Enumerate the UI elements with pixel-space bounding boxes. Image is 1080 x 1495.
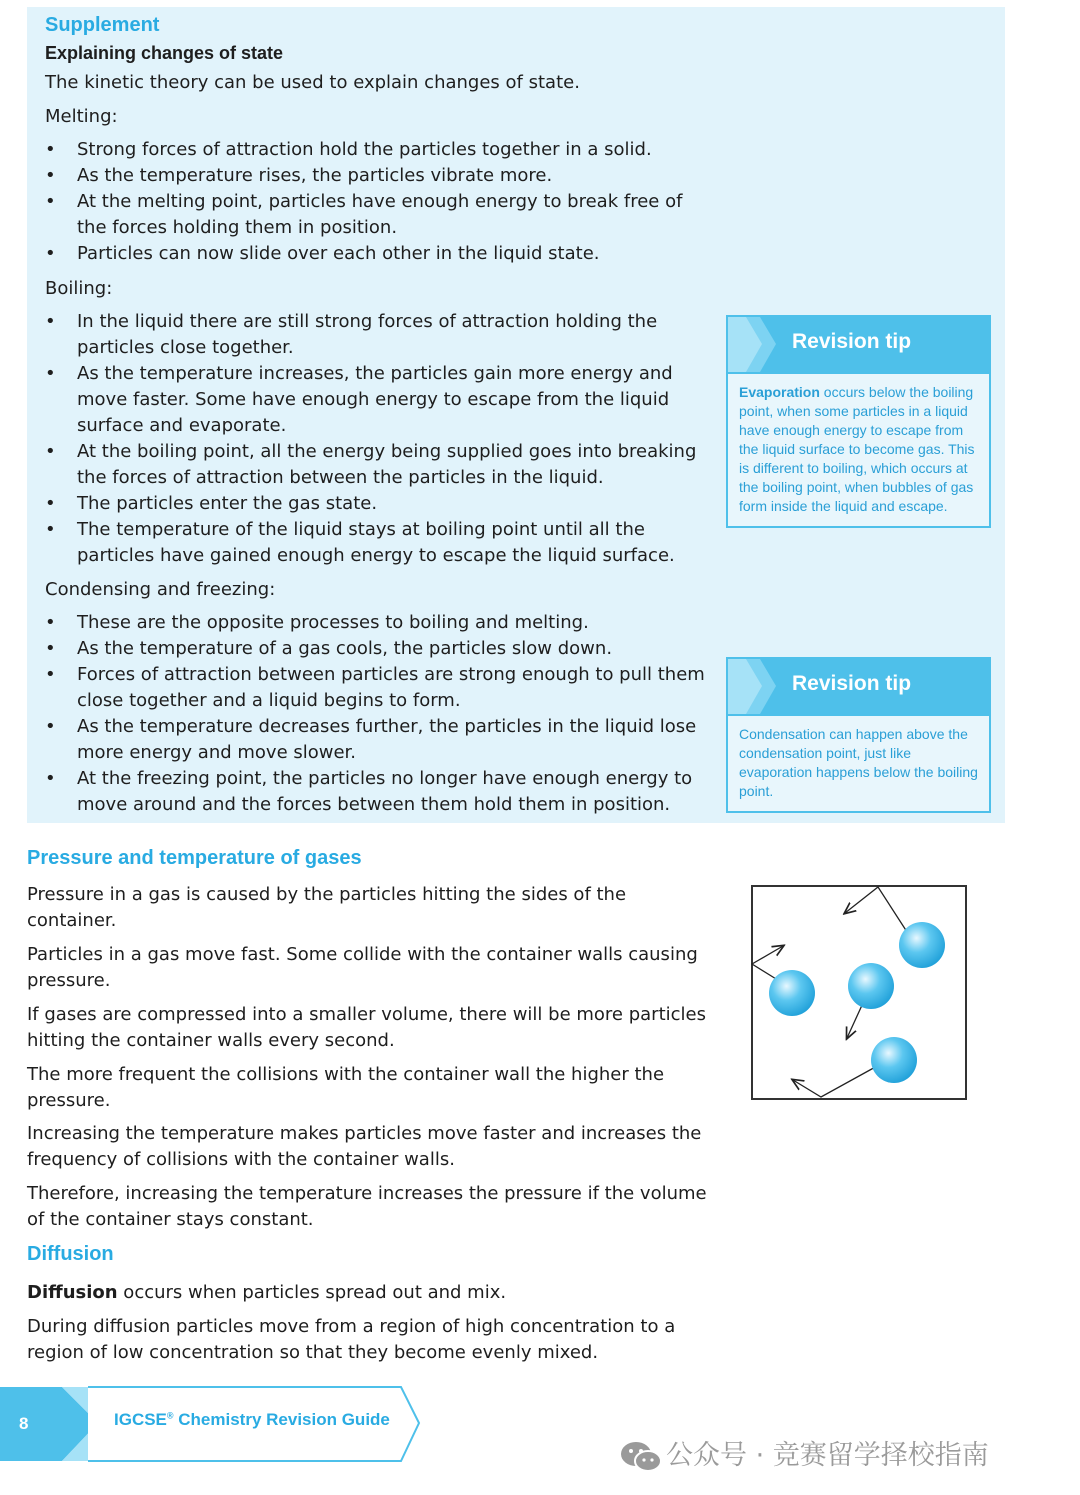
list-item: • At the boiling point, all the energy being supplied goes into breaking the forces of attraction between the particles in the liquid. xyxy=(45,439,710,491)
list-item: • Particles can now slide over each other in the liquid state. xyxy=(45,241,700,267)
revision-tip-evaporation xyxy=(726,315,991,528)
diffusion-paragraph: During diffusion particles move from a region of high concentration to a region of low concentration so that they become evenly mixed. xyxy=(27,1316,676,1363)
list-item: • As the temperature rises, the particles vibrate more. xyxy=(45,163,700,189)
gas-particles-diagram xyxy=(751,885,969,1103)
page-number: 8 xyxy=(19,1414,29,1433)
list-item: • The temperature of the liquid stays at boiling point until all the particles have gained enough energy to escape the liquid surface. xyxy=(45,517,710,569)
supplement-label: Supplement xyxy=(45,14,160,36)
gas-particle xyxy=(871,1037,917,1083)
revision-tip-condensation xyxy=(726,657,991,813)
list-item: • At the freezing point, the particles no longer have enough energy to move around and the forces between them hold them in position. xyxy=(45,766,710,818)
watermark xyxy=(620,1433,989,1474)
list-item: • Forces of attraction between particles are strong enough to pull them close together and a liquid begins to form. xyxy=(45,662,710,714)
melting-list xyxy=(45,137,700,267)
list-item: • The particles enter the gas state. xyxy=(45,491,710,517)
melting-label: Melting: xyxy=(45,106,118,127)
revision-tip-text: Condensation can happen above the condensation point, just like evaporation happens below the boiling point. xyxy=(739,726,978,799)
condensing-list xyxy=(45,610,710,818)
watermark-text: 公众号 · 竞赛留学择校指南 xyxy=(666,1440,989,1471)
registered-mark: ® xyxy=(166,1410,174,1421)
pressure-paragraph: If gases are compressed into a smaller volume, there will be more particles hitting the container walls every second. xyxy=(27,1004,706,1051)
revision-tip-text xyxy=(728,374,989,526)
gas-particle xyxy=(899,922,945,968)
chevron-icon xyxy=(728,659,788,714)
list-item: • Strong forces of attraction hold the particles together in a solid. xyxy=(45,137,700,163)
boiling-list xyxy=(45,309,710,569)
footer-title-main: IGCSE xyxy=(114,1410,167,1429)
revision-tip-header xyxy=(728,659,989,716)
boiling-label: Boiling: xyxy=(45,278,113,299)
footer-title xyxy=(114,1410,390,1430)
tip-text: occurs below the boiling point, when some particles in a liquid have enough energy to escape from the liquid surface to become gas. This is different to boiling, which occurs at the boiling point, when bubbles of gas form inside the liquid and escape. xyxy=(739,384,975,514)
pressure-paragraph: Therefore, increasing the temperature increases the pressure if the volume of the container stays constant. xyxy=(27,1183,707,1230)
list-item: • As the temperature of a gas cools, the particles slow down. xyxy=(45,636,710,662)
list-item: • In the liquid there are still strong forces of attraction holding the particles close together. xyxy=(45,309,710,361)
chevron-icon xyxy=(728,317,788,372)
pressure-heading: Pressure and temperature of gases xyxy=(27,847,362,869)
supplement-intro: The kinetic theory can be used to explain changes of state. xyxy=(45,72,580,93)
pressure-paragraph: Increasing the temperature makes particles move faster and increases the frequency of collisions with the container walls. xyxy=(27,1123,702,1170)
pressure-paragraph: Pressure in a gas is caused by the particles hitting the sides of the container. xyxy=(27,884,627,931)
list-item: • At the melting point, particles have enough energy to break free of the forces holding them in position. xyxy=(45,189,700,241)
footer-title-rest: Chemistry Revision Guide xyxy=(173,1410,390,1429)
list-item: • As the temperature decreases further, the particles in the liquid lose more energy and move slower. xyxy=(45,714,710,766)
revision-tip-title: Revision tip xyxy=(792,330,912,353)
condensing-label: Condensing and freezing: xyxy=(45,579,276,600)
list-item: • These are the opposite processes to boiling and melting. xyxy=(45,610,710,636)
supplement-subheading: Explaining changes of state xyxy=(45,43,284,63)
wechat-icon xyxy=(620,1440,662,1474)
gas-particle xyxy=(769,970,815,1016)
diffusion-definition xyxy=(27,1280,717,1306)
pressure-paragraph: Particles in a gas move fast. Some collide with the container walls causing pressure. xyxy=(27,944,698,991)
diffusion-definition-text: occurs when particles spread out and mix. xyxy=(117,1282,507,1303)
pressure-paragraph: The more frequent the collisions with the container wall the higher the pressure. xyxy=(27,1064,665,1111)
diffusion-term: Diffusion xyxy=(27,1282,118,1303)
tip-bold-term: Evaporation xyxy=(739,384,820,400)
revision-tip-title: Revision tip xyxy=(792,672,912,695)
gas-particle xyxy=(848,963,894,1009)
list-item: • As the temperature increases, the particles gain more energy and move faster. Some have enough energy to escape from the liquid surface and evaporate. xyxy=(45,361,710,439)
revision-tip-header xyxy=(728,317,989,374)
diffusion-heading: Diffusion xyxy=(27,1243,114,1265)
